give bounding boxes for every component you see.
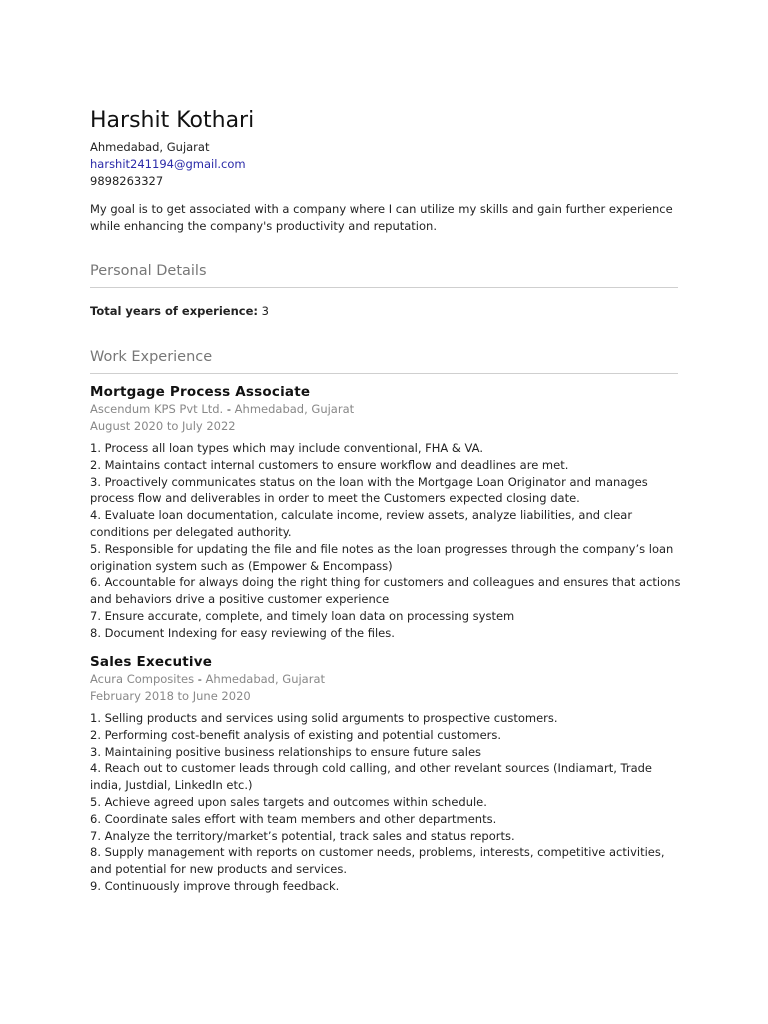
objective-text: My goal is to get associated with a company where I can utilize my skills and gain further experience while enhancing the company's productivity and reputation. bbox=[90, 202, 673, 233]
duty-item: 6. Coordinate sales effort with team members and other departments. bbox=[90, 811, 497, 826]
section-title-personal-details: Personal Details bbox=[90, 261, 678, 288]
company-name: Acura Composites bbox=[90, 672, 195, 686]
job-location: Ahmedabad, Gujarat bbox=[205, 672, 326, 686]
duty-item: 7. Analyze the territory/market’s potential, track sales and status reports. bbox=[90, 828, 515, 843]
duty-item: 5. Achieve agreed upon sales targets and outcomes within schedule. bbox=[90, 794, 487, 809]
duty-item: 3. Maintaining positive business relationships to ensure future sales bbox=[90, 744, 482, 759]
duty-item: 1. Selling products and services using solid arguments to prospective customers. bbox=[90, 711, 558, 725]
duty-item: 6. Accountable for always doing the right thing for customers and colleagues and ensures that actions and behaviors drive a positive customer experience bbox=[90, 575, 681, 607]
experience-value: 3 bbox=[261, 304, 269, 318]
meta-separator: - bbox=[226, 402, 232, 416]
job-entry bbox=[90, 653, 682, 895]
job-company-line bbox=[90, 401, 682, 418]
duty-item: 7. Ensure accurate, complete, and timely loan data on processing system bbox=[90, 608, 515, 623]
job-dates: February 2018 to June 2020 bbox=[90, 688, 251, 703]
job-title: Mortgage Process Associate bbox=[90, 384, 311, 400]
duties-list bbox=[90, 710, 682, 895]
job-location: Ahmedabad, Gujarat bbox=[234, 402, 355, 416]
candidate-name: Harshit Kothari bbox=[90, 108, 255, 133]
email-link[interactable]: harshit241194@gmail.com bbox=[90, 157, 246, 171]
phone-text: 9898263327 bbox=[90, 174, 164, 188]
job-dates: August 2020 to July 2022 bbox=[90, 418, 236, 433]
duty-item: 8. Document Indexing for easy reviewing of the files. bbox=[90, 625, 395, 640]
location-text: Ahmedabad, Gujarat bbox=[90, 140, 210, 154]
contact-block bbox=[90, 139, 246, 190]
company-name: Ascendum KPS Pvt Ltd. bbox=[90, 402, 224, 416]
duty-item: 9. Continuously improve through feedback. bbox=[90, 878, 340, 893]
job-title: Sales Executive bbox=[90, 654, 213, 670]
duty-item: 2. Maintains contact internal customers to ensure workflow and deadlines are met. bbox=[90, 457, 569, 472]
duty-item: 2. Performing cost-benefit analysis of existing and potential customers. bbox=[90, 727, 502, 742]
meta-separator: - bbox=[197, 672, 202, 686]
experience-label: Total years of experience: bbox=[90, 304, 258, 318]
duty-item: 5. Responsible for updating the file and file notes as the loan progresses through the company’s loan origination system such as (Empower & Encompass) bbox=[90, 541, 674, 573]
duty-item: 8. Supply management with reports on customer needs, problems, interests, competitive activities, and potential for new products and services. bbox=[90, 845, 665, 877]
duty-item: 4. Evaluate loan documentation, calculate income, review assets, analyze liabilities, and clear conditions per delegated authority. bbox=[90, 508, 633, 539]
duty-item: 3. Proactively communicates status on the loan with the Mortgage Loan Originator and manages process flow and deliverables in order to meet the Customers expected closing date. bbox=[90, 474, 648, 506]
duties-list bbox=[90, 440, 682, 642]
job-entry bbox=[90, 383, 682, 642]
duty-item: 1. Process all loan types which may include conventional, FHA & VA. bbox=[90, 441, 484, 455]
duty-item: 4. Reach out to customer leads through cold calling, and other revelant sources (Indiamart, Trade india, Justdial, LinkedIn etc.) bbox=[90, 761, 652, 793]
section-title-work-experience: Work Experience bbox=[90, 347, 678, 374]
total-experience bbox=[90, 303, 269, 320]
job-company-line bbox=[90, 671, 682, 688]
